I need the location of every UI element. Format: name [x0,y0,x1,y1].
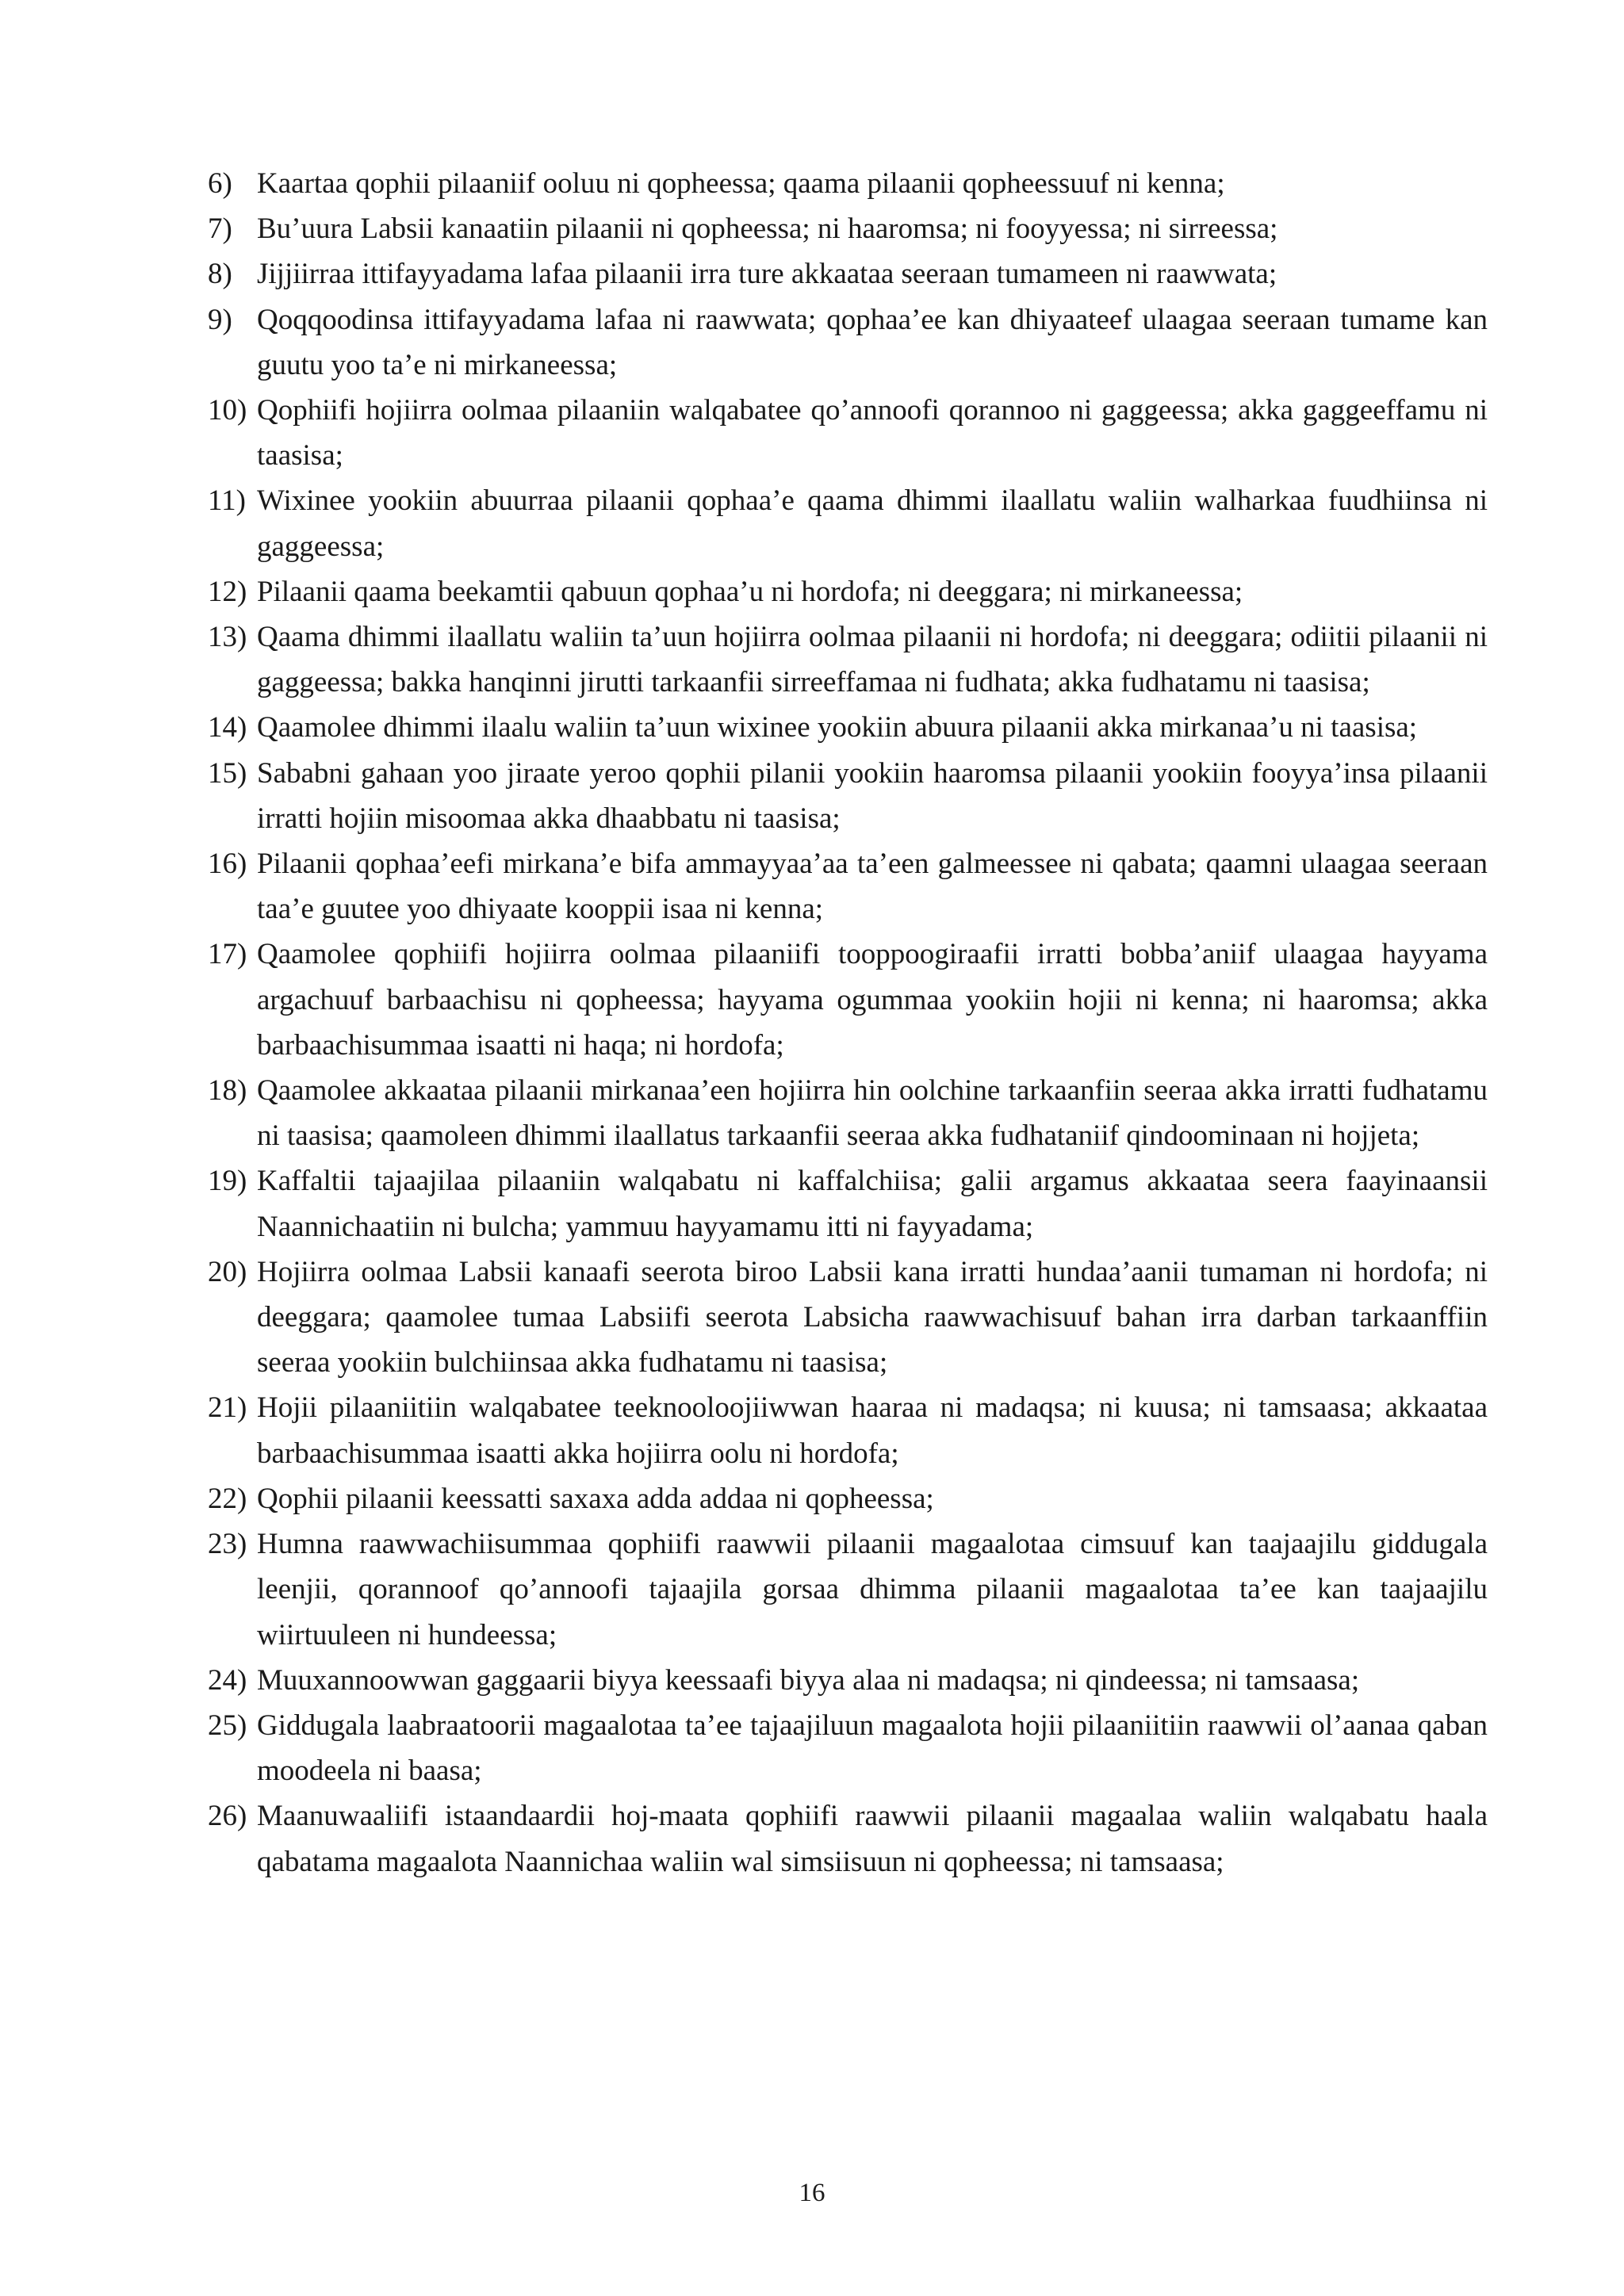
list-item-number: 10) [208,394,247,427]
list-item-number: 17) [208,938,247,971]
list-item-text: Qaamolee qophiifi hojiirra oolmaa pilaaniifi tooppoogiraafii irratti bobba’aniif ulaagaa hayyama argachuuf barbaachisu ni qopheessa; hayyama ogummaa yookiin hojii ni kenna; ni haaromsa; akka barbaachisummaa isaatti ni haqa; ni hordofa; [257,938,1488,1062]
list-item-number: 25) [208,1709,247,1742]
list-item-text: Qaamolee akkaataa pilaanii mirkanaa’een hojiirra hin oolchine tarkaanfiin seeraa akka irratti fudhatamu ni taasisa; qaamoleen dhimmi ilaallatus tarkaanfii seeraa akka fudhataniif qindoominaan ni hojjeta; [257,1074,1488,1153]
list-item-text: Kaartaa qophii pilaaniif ooluu ni qopheessa; qaama pilaanii qopheessuuf ni kenna; [257,167,1225,200]
list-item-number: 7) [208,212,232,246]
list-item-number: 15) [208,756,247,790]
list-item [208,932,1488,1068]
list-item-text: Qophiifi hojiirra oolmaa pilaaniin walqabatee qo’annoofi qorannoo ni gaggeessa; akka gaggeeffamu ni taasisa; [257,394,1488,473]
list-item-number: 19) [208,1165,247,1198]
list-item-number: 22) [208,1482,247,1515]
list-item-number: 9) [208,303,232,336]
list-item-text: Jijjiirraa ittifayyadama lafaa pilaanii irra ture akkaataa seeraan tumameen ni raawwata; [257,258,1277,291]
list-item [208,161,1488,206]
list-item-number: 26) [208,1800,247,1833]
list-item [208,1476,1488,1521]
list-item-number: 16) [208,848,247,881]
list-item-text: Hojiirra oolmaa Labsii kanaafi seerota biroo Labsii kana irratti hundaa’aanii tumaman ni hordofa; ni deeggara; qaamolee tumaa Labsiifi seerota Labsicha raawwachisuuf bahan irra darban tarkaanffiin seeraa yookiin bulchiinsaa akka fudhatamu ni taasisa; [257,1255,1488,1380]
list-item [208,1703,1488,1793]
list-item-text: Pilaanii qaama beekamtii qabuun qophaa’u ni hordofa; ni deeggara; ni mirkaneessa; [257,575,1243,608]
list-item-text: Pilaanii qophaa’eefi mirkana’e bifa ammayyaa’aa ta’een galmeessee ni qabata; qaamni ulaagaa seeraan taa’e guutee yoo dhiyaate kooppii isaa ni kenna; [257,848,1488,926]
list-item-text: Qaamolee dhimmi ilaalu waliin ta’uun wixinee yookiin abuura pilaanii akka mirkanaa’u ni taasisa; [257,711,1418,744]
list-item-text: Bu’uura Labsii kanaatiin pilaanii ni qopheessa; ni haaromsa; ni fooyyessa; ni sirreessa; [257,212,1278,246]
list-item [208,841,1488,932]
list-item-text: Wixinee yookiin abuurraa pilaanii qophaa’e qaama dhimmi ilaallatu waliin walharkaa fuudhiinsa ni gaggeessa; [257,484,1488,563]
list-item-text: Kaffaltii tajaajilaa pilaaniin walqabatu ni kaffalchiisa; galii argamus akkaataa seera faayinaansii Naannichaatiin ni bulcha; yammuu hayyamamu itti ni fayyadama; [257,1165,1488,1243]
numbered-list [208,161,1488,1885]
list-item [208,1793,1488,1884]
list-item-text: Sababni gahaan yoo jiraate yeroo qophii pilanii yookiin haaromsa pilaanii yookiin fooyya’insa pilaanii irratti hojiin misoomaa akka dhaabbatu ni taasisa; [257,756,1488,835]
list-item-text: Qophii pilaanii keessatti saxaxa adda addaa ni qopheessa; [257,1482,934,1515]
list-item [208,1385,1488,1475]
list-item-number: 23) [208,1528,247,1561]
list-item [208,1068,1488,1158]
list-item-number: 24) [208,1663,247,1697]
list-item-number: 21) [208,1391,247,1425]
list-item [208,569,1488,614]
list-item-number: 12) [208,575,247,608]
list-item [208,388,1488,478]
list-item [208,1249,1488,1386]
list-item-number: 8) [208,258,232,291]
list-item [208,251,1488,297]
list-item [208,297,1488,388]
list-item-number: 13) [208,621,247,654]
list-item-text: Humna raawwachiisummaa qophiifi raawwii pilaanii magaalotaa cimsuuf kan taajaajilu giddugala leenjii, qorannoof qo’annoofi tajaajila gorsaa dhimma pilaanii magaalotaa ta’ee kan taajaajilu wiirtuuleen ni hundeessa; [257,1528,1488,1651]
list-item [208,478,1488,568]
list-item-number: 14) [208,711,247,744]
list-item [208,1521,1488,1658]
list-item [208,206,1488,251]
list-item [208,1158,1488,1249]
list-item-text: Muuxannoowwan gaggaarii biyya keessaafi biyya alaa ni madaqsa; ni qindeessa; ni tamsaasa; [257,1663,1360,1697]
list-item [208,751,1488,841]
list-item [208,705,1488,750]
page-number: 16 [799,2179,825,2207]
list-item-text: Giddugala laabraatoorii magaalotaa ta’ee tajaajiluun magaalota hojii pilaaniitiin raawwii ol’aanaa qaban moodeela ni baasa; [257,1709,1488,1788]
list-item [208,614,1488,705]
list-item-number: 6) [208,167,232,200]
list-item-text: Maanuwaaliifi istaandaardii hoj-maata qophiifi raawwii pilaanii magaalaa waliin walqabatu haala qabatama magaalota Naannichaa waliin wal simsiisuun ni qopheessa; ni tamsaasa; [257,1800,1488,1878]
list-item-number: 18) [208,1074,247,1108]
list-item-number: 11) [208,484,246,518]
list-item-number: 20) [208,1255,247,1288]
list-item-text: Qaama dhimmi ilaallatu waliin ta’uun hojiirra oolmaa pilaanii ni hordofa; ni deeggara; odiitii pilaanii ni gaggeessa; bakka hanqinni jirutti tarkaanfii sirreeffamaa ni fudhata; akka fudhatamu ni taasisa; [257,621,1488,699]
list-item [208,1658,1488,1703]
list-item-text: Qoqqoodinsa ittifayyadama lafaa ni raawwata; qophaa’ee kan dhiyaateef ulaagaa seeraan tumame kan guutu yoo ta’e ni mirkaneessa; [257,303,1488,381]
list-item-text: Hojii pilaaniitiin walqabatee teeknooloojiiwwan haaraa ni madaqsa; ni kuusa; ni tamsaasa; akkaataa barbaachisummaa isaatti akka hojiirra oolu ni hordofa; [257,1391,1488,1470]
